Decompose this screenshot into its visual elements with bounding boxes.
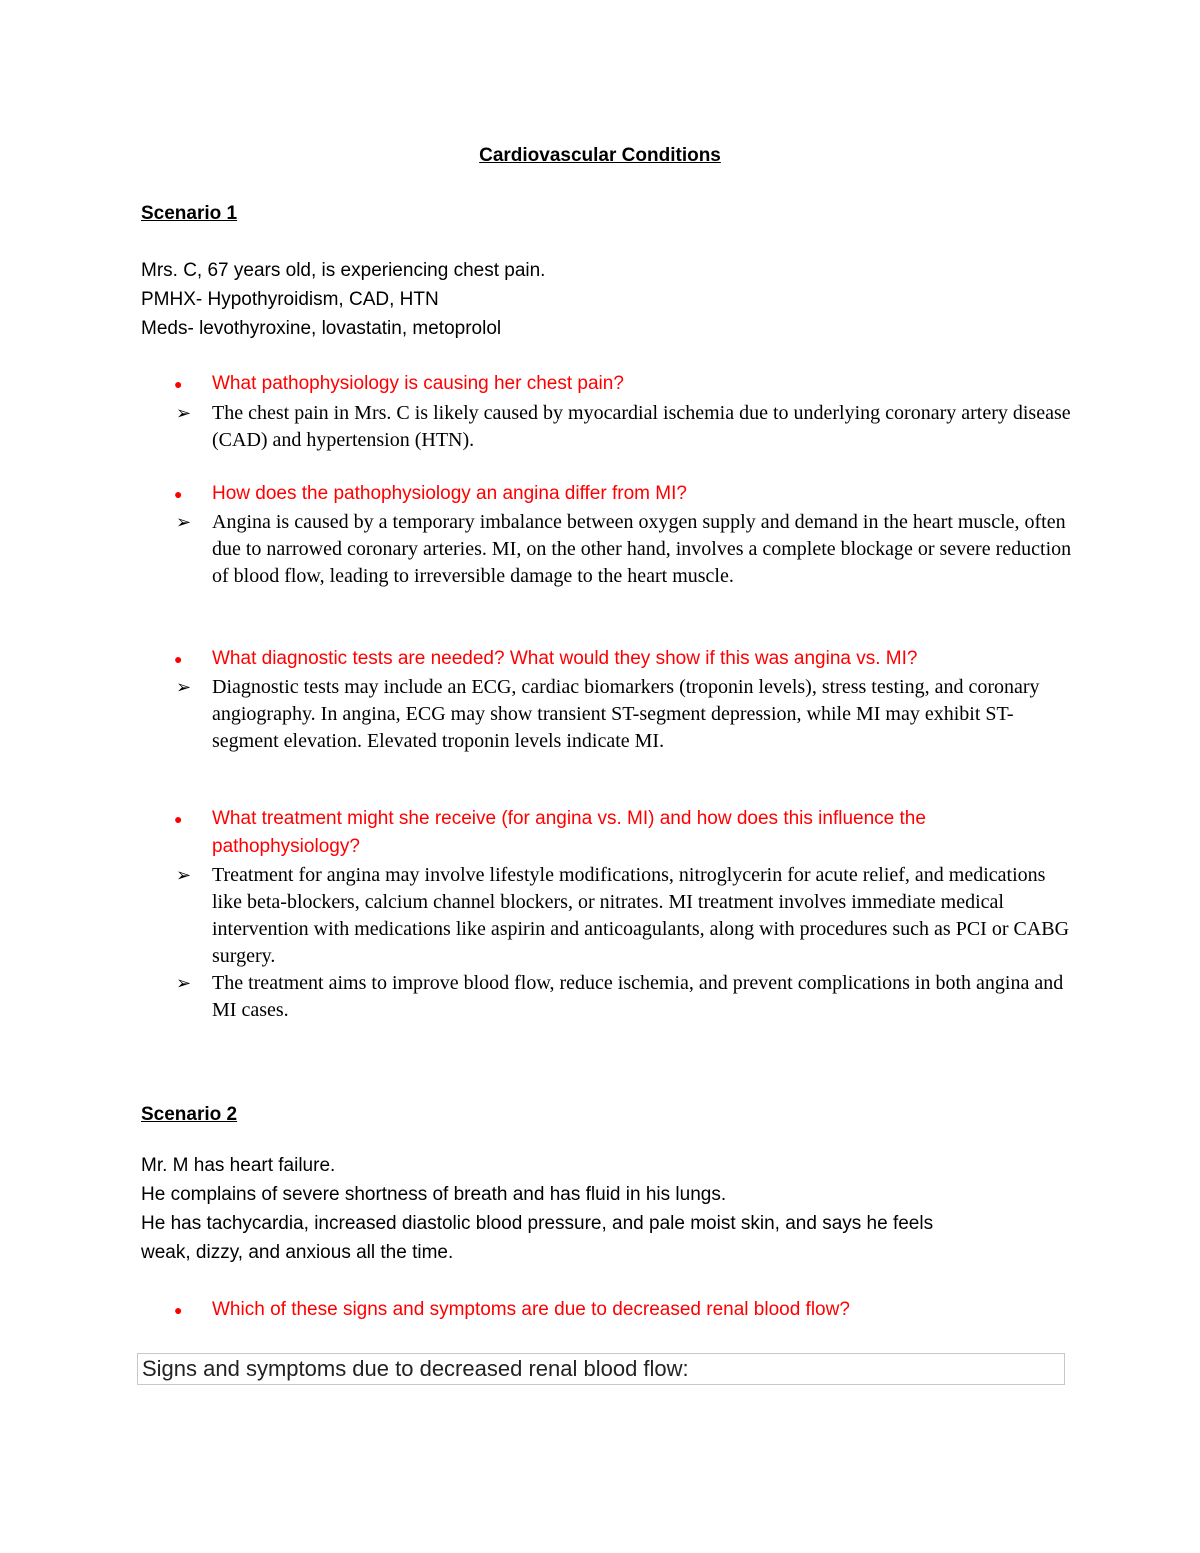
- answer-text-box[interactable]: Signs and symptoms due to decreased renal blood flow:: [137, 1353, 1065, 1385]
- question-1-text: What pathophysiology is causing her chest pain?: [212, 373, 624, 394]
- bullet-dot-icon: ●: [174, 651, 183, 667]
- answer-4b: [0, 970, 1100, 1024]
- arrowhead-icon: ➢: [176, 973, 192, 993]
- answer-2-text: Angina is caused by a temporary imbalance between oxygen supply and demand in the heart muscle, often due to narrowed coronary arteries. MI, on the other hand, involves a complete blockage or severe reduction of blood flow, leading to irreversible damage to the heart muscle.: [212, 511, 1072, 587]
- scenario-2-line-4: weak, dizzy, and anxious all the time.: [141, 1242, 454, 1263]
- question-3: [0, 645, 1100, 673]
- answer-4a-text: Treatment for angina may involve lifestyle modifications, nitroglycerin for acute relief, and medications like beta-blockers, calcium channel blockers, or nitrates. MI treatment involves immediate medical intervention with medications like aspirin and anticoagulants, along with procedures such as PCI or CABG surgery.: [212, 864, 1070, 967]
- arrowhead-icon: ➢: [176, 403, 192, 423]
- bullet-dot-icon: ●: [174, 376, 183, 392]
- question-4: [0, 805, 1100, 861]
- arrowhead-icon: ➢: [176, 512, 192, 532]
- bullet-dot-icon: ●: [174, 1302, 183, 1318]
- answer-2: [0, 509, 1100, 590]
- bullet-dot-icon: ●: [174, 811, 183, 827]
- question-4-text: What treatment might she receive (for angina vs. MI) and how does this influence the pathophysiology?: [212, 808, 926, 857]
- scenario-2-line-3: He has tachycardia, increased diastolic blood pressure, and pale moist skin, and says he feels: [141, 1213, 934, 1234]
- question-3-text: What diagnostic tests are needed? What would they show if this was angina vs. MI?: [212, 648, 918, 669]
- answer-3: [0, 674, 1100, 755]
- scenario-1-pmhx-line: PMHX- Hypothyroidism, CAD, HTN: [141, 289, 439, 310]
- arrowhead-icon: ➢: [176, 865, 192, 885]
- scenario-2-line-2: He complains of severe shortness of breath and has fluid in his lungs.: [141, 1184, 727, 1205]
- answer-4a: [0, 862, 1100, 970]
- answer-3-text: Diagnostic tests may include an ECG, cardiac biomarkers (troponin levels), stress testing, and coronary angiography. In angina, ECG may show transient ST-segment depression, while MI may exhibit ST-segment elevation. Elevated troponin levels indicate MI.: [212, 676, 1040, 752]
- scenario-1-patient-line: Mrs. C, 67 years old, is experiencing chest pain.: [141, 260, 546, 281]
- document-title: Cardiovascular Conditions: [479, 145, 721, 166]
- arrowhead-icon: ➢: [176, 677, 192, 697]
- scenario-1-heading: Scenario 1: [141, 203, 238, 224]
- question-1: [0, 370, 1100, 398]
- scenario-1-meds-line: Meds- levothyroxine, lovastatin, metoprolol: [141, 318, 502, 339]
- scenario-2-heading: Scenario 2: [141, 1104, 238, 1125]
- answer-1-text: The chest pain in Mrs. C is likely caused by myocardial ischemia due to underlying coronary artery disease (CAD) and hypertension (HTN).: [212, 402, 1071, 451]
- question-2-text: How does the pathophysiology an angina differ from MI?: [212, 483, 687, 504]
- scenario-2-line-1: Mr. M has heart failure.: [141, 1155, 336, 1176]
- question-5: [0, 1296, 1100, 1324]
- answer-1: [0, 400, 1100, 454]
- question-5-text: Which of these signs and symptoms are due to decreased renal blood flow?: [212, 1299, 850, 1320]
- question-2: [0, 480, 1100, 508]
- answer-4b-text: The treatment aims to improve blood flow, reduce ischemia, and prevent complications in both angina and MI cases.: [212, 972, 1064, 1021]
- bullet-dot-icon: ●: [174, 486, 183, 502]
